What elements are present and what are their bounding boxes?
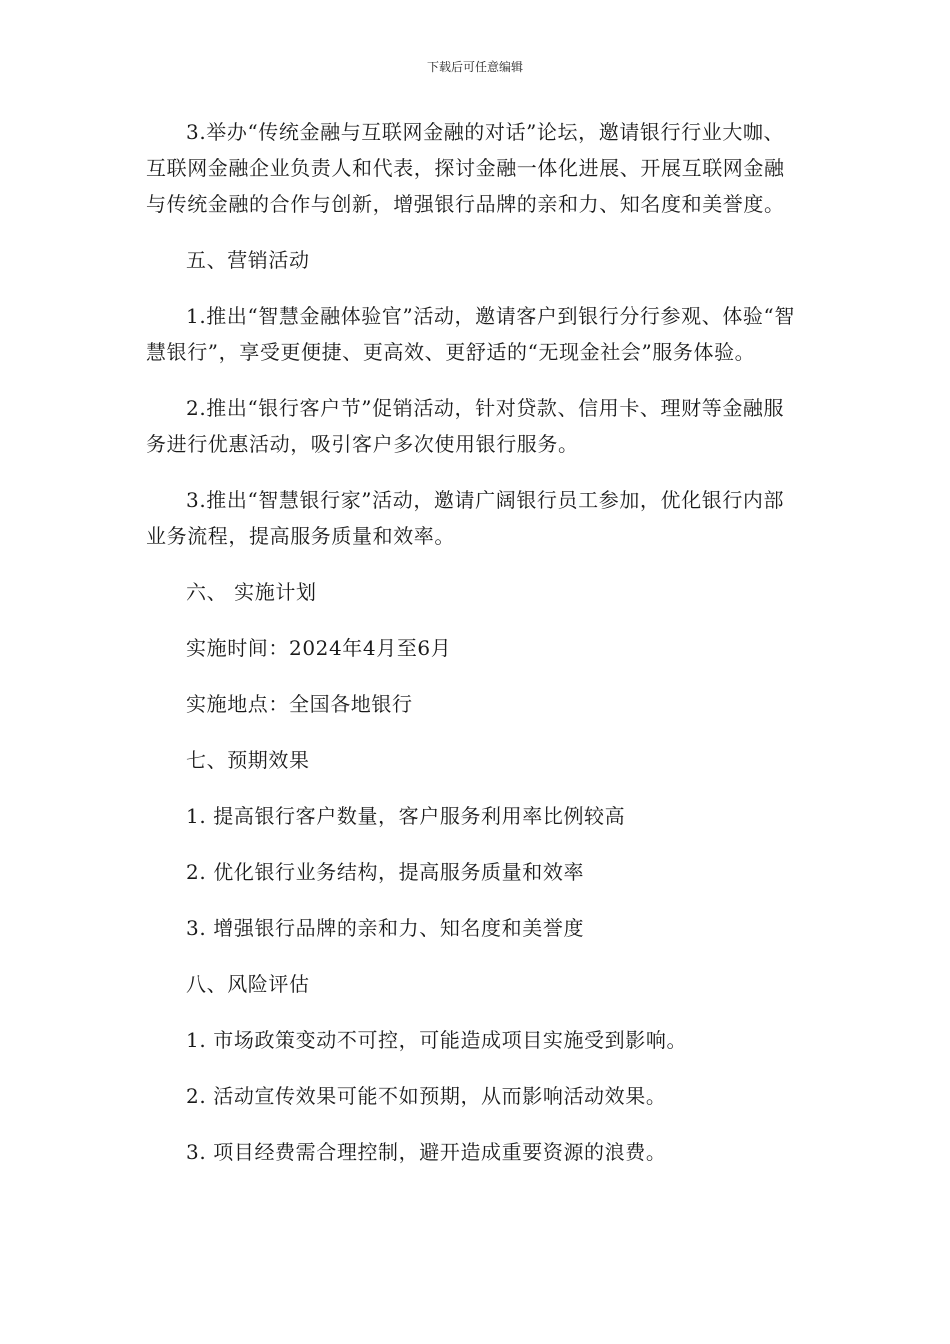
expected-effect-1: 1. 提高银行客户数量，客户服务利用率比例较高 bbox=[186, 804, 626, 828]
document-body bbox=[146, 114, 796, 1170]
implementation-location: 实施地点：全国各地银行 bbox=[186, 692, 413, 716]
implementation-time: 实施时间：2024年4月至6月 bbox=[186, 636, 452, 660]
page-header: 下载后可任意编辑 bbox=[426, 60, 523, 74]
paragraph-forum-activity: 3.举办“传统金融与互联网金融的对话”论坛，邀请银行行业大咖、互联网金融企业负责人和代表，探讨金融一体化进展、开展互联网金融与传统金融的合作与创新，增强银行品牌的亲和力、知名度和美誉度。 bbox=[146, 120, 785, 216]
section-heading-marketing: 五、营销活动 bbox=[186, 248, 310, 272]
paragraph-marketing-1: 1.推出“智慧金融体验官”活动，邀请客户到银行分行参观、体验“智慧银行”，享受更便捷、更高效、更舒适的“无现金社会”服务体验。 bbox=[146, 304, 795, 364]
expected-effect-3: 3. 增强银行品牌的亲和力、知名度和美誉度 bbox=[186, 916, 585, 940]
risk-item-3: 3. 项目经费需合理控制，避开造成重要资源的浪费。 bbox=[186, 1140, 667, 1164]
section-heading-risk-assessment: 八、风险评估 bbox=[186, 972, 310, 996]
expected-effect-2: 2. 优化银行业务结构，提高服务质量和效率 bbox=[186, 860, 585, 884]
risk-item-1: 1. 市场政策变动不可控，可能造成项目实施受到影响。 bbox=[186, 1028, 688, 1052]
paragraph-marketing-3: 3.推出“智慧银行家”活动，邀请广阔银行员工参加，优化银行内部业务流程，提高服务质量和效率。 bbox=[146, 488, 785, 548]
risk-item-2: 2. 活动宣传效果可能不如预期，从而影响活动效果。 bbox=[186, 1084, 667, 1108]
section-heading-implementation: 六、 实施计划 bbox=[186, 580, 317, 604]
paragraph-marketing-2: 2.推出“银行客户节”促销活动，针对贷款、信用卡、理财等金融服务进行优惠活动，吸引客户多次使用银行服务。 bbox=[146, 396, 785, 456]
section-heading-expected-effects: 七、预期效果 bbox=[186, 748, 310, 772]
